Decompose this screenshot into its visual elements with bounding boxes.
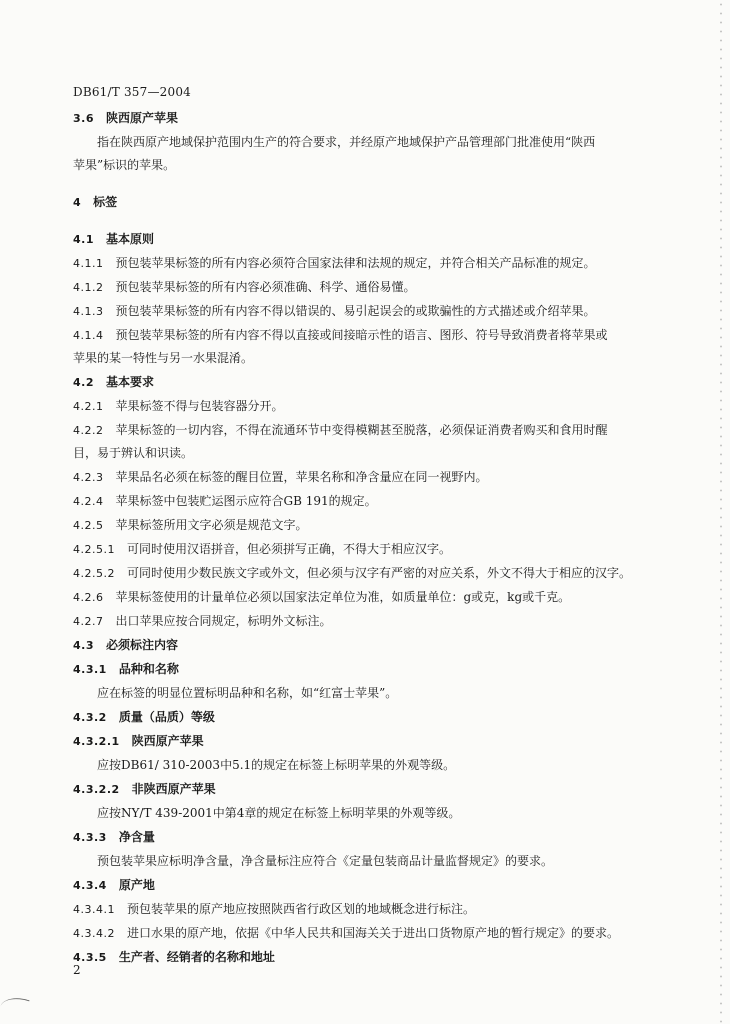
clause-number: 4	[73, 196, 82, 209]
clause-number: 4.3.4.2	[73, 927, 115, 940]
clause-text: 可同时使用少数民族文字或外文，但必须与汉字有严密的对应关系，外文不得大于相应的汉字。	[126, 566, 631, 580]
clause-number: 4.2.5.1	[73, 543, 115, 556]
clause-text: 陕西原产苹果	[131, 734, 204, 748]
clause-paragraph	[73, 758, 678, 773]
clause-text: 标签	[93, 195, 118, 209]
clause-paragraph	[73, 806, 678, 821]
clause-line	[73, 494, 377, 508]
clause-text: 出口苹果应按合同规定，标明外文标注。	[115, 614, 332, 628]
clause-paragraph	[73, 494, 678, 509]
clause-paragraph	[73, 135, 678, 173]
document-code-header: DB61/T 357—2004	[73, 85, 192, 99]
clause-line	[73, 280, 416, 294]
clause-paragraph	[73, 328, 678, 366]
clause-line	[73, 256, 596, 270]
clause-text: 净含量	[118, 830, 155, 844]
clause-number: 4.2.3	[73, 471, 104, 484]
clause-paragraph	[73, 518, 678, 533]
clause-paragraph	[73, 926, 678, 941]
clause-line	[73, 902, 475, 916]
section-heading	[73, 950, 678, 965]
clause-line	[73, 782, 216, 796]
clause-line	[73, 304, 596, 318]
clause-number: 4.3.3	[73, 831, 107, 844]
scan-edge-dots	[720, 0, 722, 1024]
clause-number: 4.2.5.2	[73, 567, 115, 580]
clause-number: 4.1.4	[73, 329, 104, 342]
clause-text: 进口水果的原产地，依据《中华人民共和国海关关于进出口货物原产地的暂行规定》的要求。	[126, 926, 619, 940]
clause-text: 预包装苹果标签的所有内容不得以直接或间接暗示性的语言、图形、符号导致消费者将苹果或	[115, 328, 608, 342]
clause-text: 生产者、经销者的名称和地址	[118, 950, 275, 964]
clause-paragraph	[73, 590, 678, 605]
clause-paragraph	[73, 304, 678, 319]
clause-number: 4.2.1	[73, 400, 104, 413]
clause-paragraph	[73, 902, 678, 917]
page-number: 2	[73, 963, 81, 977]
clause-paragraph	[73, 686, 678, 701]
clause-number: 4.3.4.1	[73, 903, 115, 916]
clause-line	[73, 926, 619, 940]
clause-line	[73, 470, 488, 484]
clause-line	[73, 710, 215, 724]
scan-artifact-mark	[0, 992, 29, 1014]
clause-text: 苹果标签中包装贮运图示应符合GB 191的规定。	[115, 494, 377, 508]
section-heading	[73, 232, 678, 247]
clause-text: 品种和名称	[118, 662, 179, 676]
section-heading	[73, 710, 678, 725]
clause-paragraph	[73, 399, 678, 414]
section-heading	[73, 195, 678, 210]
clause-text: 指在陕西原产地域保护范围内生产的符合要求，并经原产地域保护产品管理部门批准使用“陕西	[97, 135, 596, 149]
clause-text: 基本原则	[106, 232, 155, 246]
section-heading	[73, 662, 678, 677]
clause-paragraph	[73, 423, 678, 461]
clause-line	[73, 111, 178, 125]
clause-line	[73, 950, 275, 964]
clause-number: 4.1.1	[73, 257, 104, 270]
clause-text: 可同时使用汉语拼音，但必须拼写正确，不得大于相应汉字。	[126, 542, 451, 556]
clause-line	[73, 854, 553, 868]
section-heading	[73, 830, 678, 845]
clause-number: 4.3.2.1	[73, 735, 120, 748]
clause-line	[73, 232, 154, 246]
clause-paragraph	[73, 854, 678, 869]
clause-line	[73, 830, 155, 844]
section-heading	[73, 111, 678, 126]
clause-line	[73, 566, 631, 580]
clause-number: 4.3.2.2	[73, 783, 120, 796]
clause-paragraph	[73, 470, 678, 485]
clause-line	[73, 399, 284, 413]
clause-line	[73, 135, 678, 150]
clause-paragraph	[73, 256, 678, 271]
section-heading	[73, 782, 678, 797]
clause-text: 预包装苹果标签的所有内容必须准确、科学、通俗易懂。	[115, 280, 416, 294]
clause-line	[73, 686, 397, 700]
clause-text: 必须标注内容	[106, 638, 179, 652]
clause-line	[73, 518, 308, 532]
clause-text: 应按DB61/ 310-2003中5.1的规定在标签上标明苹果的外观等级。	[97, 758, 456, 772]
clause-text: 预包装苹果应标明净含量，净含量标注应符合《定量包装商品计量监督规定》的要求。	[97, 854, 554, 868]
clause-text: 非陕西原产苹果	[131, 782, 216, 796]
clause-number: 4.3.2	[73, 711, 107, 724]
clause-number: 4.3.4	[73, 879, 107, 892]
clause-line	[73, 878, 155, 892]
clause-text: 苹果品名必须在标签的醒目位置，苹果名称和净含量应在同一视野内。	[115, 470, 488, 484]
clause-number: 4.2.7	[73, 615, 104, 628]
clause-text: 预包装苹果的原产地应按照陕西省行政区划的地域概念进行标注。	[126, 902, 475, 916]
clause-text: 应在标签的明显位置标明品种和名称，如“红富士苹果”。	[97, 686, 398, 700]
clause-text: 苹果标签使用的计量单位必须以国家法定单位为准，如质量单位：g或克，kg或千克。	[115, 590, 571, 604]
section-heading	[73, 734, 678, 749]
clause-continuation: 目，易于辨认和识读。	[73, 446, 194, 460]
section-heading	[73, 878, 678, 893]
clause-paragraph	[73, 280, 678, 295]
clause-line	[73, 195, 117, 209]
clause-number: 4.3.1	[73, 663, 107, 676]
clause-paragraph	[73, 566, 678, 581]
clause-number: 4.2.2	[73, 424, 104, 437]
clause-line	[73, 542, 451, 556]
clause-number: 4.3.5	[73, 951, 107, 964]
clause-number: 4.2.4	[73, 495, 104, 508]
clause-text: 质量（品质）等级	[118, 710, 215, 724]
clause-text: 预包装苹果标签的所有内容不得以错误的、易引起误会的或欺骗性的方式描述或介绍苹果。	[115, 304, 596, 318]
section-heading	[73, 375, 678, 390]
clause-number: 4.1	[73, 233, 94, 246]
clause-continuation: 苹果”标识的苹果。	[73, 158, 176, 172]
clause-text: 原产地	[118, 878, 155, 892]
clause-line	[73, 662, 179, 676]
clause-line	[73, 614, 332, 628]
clause-line	[73, 423, 678, 438]
clause-number: 4.2	[73, 376, 94, 389]
clause-text: 预包装苹果标签的所有内容必须符合国家法律和法规的规定，并符合相关产品标准的规定。	[115, 256, 596, 270]
clause-line	[73, 734, 204, 748]
clause-number: 3.6	[73, 112, 94, 125]
clause-number: 4.1.2	[73, 281, 104, 294]
clause-line	[73, 638, 178, 652]
clause-paragraph	[73, 614, 678, 629]
clause-continuation: 苹果的某一特性与另一水果混淆。	[73, 351, 254, 365]
clause-text: 基本要求	[106, 375, 155, 389]
clause-text: 陕西原产苹果	[106, 111, 179, 125]
clause-line	[73, 590, 570, 604]
clause-text: 苹果标签不得与包装容器分开。	[115, 399, 284, 413]
clause-text: 应按NY/T 439-2001中第4章的规定在标签上标明苹果的外观等级。	[97, 806, 461, 820]
clause-number: 4.3	[73, 639, 94, 652]
clause-text: 苹果标签的一切内容，不得在流通环节中变得模糊甚至脱落，必须保证消费者购买和食用时醒	[115, 423, 608, 437]
document-body	[73, 111, 678, 974]
section-heading	[73, 638, 678, 653]
clause-line	[73, 328, 678, 343]
clause-paragraph	[73, 542, 678, 557]
clause-number: 4.2.5	[73, 519, 104, 532]
clause-text: 苹果标签所用文字必须是规范文字。	[115, 518, 308, 532]
clause-number: 4.2.6	[73, 591, 104, 604]
clause-number: 4.1.3	[73, 305, 104, 318]
clause-line	[73, 375, 154, 389]
clause-line	[73, 758, 455, 772]
clause-line	[73, 806, 460, 820]
